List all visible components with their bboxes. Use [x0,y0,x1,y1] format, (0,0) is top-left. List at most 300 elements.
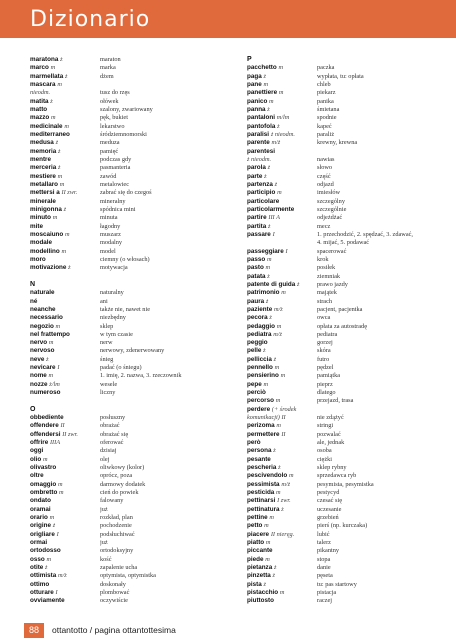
entry-term [30,422,100,430]
term-text: numeroso [30,389,61,397]
entry-term [30,489,100,497]
entry-term [247,264,317,272]
entry-term [30,456,100,464]
entry-term [30,506,100,514]
entry-translation: lekarstwo [100,122,125,130]
entry-translation: raczej [317,597,333,605]
entry-term [247,572,317,580]
dictionary-entry [30,597,230,605]
entry-translation: pierś (np. kurczaka) [317,522,368,530]
dictionary-entry [247,564,447,572]
entry-translation: śmietana [317,105,340,113]
entry-translation: rozkład, plan [100,514,133,522]
part-of-speech: m [269,514,274,522]
part-of-speech: ż [55,139,59,147]
term-text: pecora [247,314,268,322]
dictionary-entry [30,539,230,547]
part-of-speech: ż [281,505,284,513]
part-of-speech: m [274,364,280,372]
entry-term [30,464,100,472]
dictionary-entry [30,506,230,514]
entry-translation: łagodny [100,222,121,230]
dictionary-entry [30,198,230,206]
dictionary-entry [247,456,447,464]
dictionary-entry [30,472,230,480]
entry-term [247,422,317,430]
entry-translation: pestycyd [317,489,340,497]
dictionary-entry [247,372,447,380]
term-text: ottimo [30,580,50,588]
entry-term [30,572,100,580]
entry-term [30,239,100,247]
term-text: pietanza [247,564,273,572]
term-text: matita [30,97,49,105]
dictionary-entry [247,164,447,172]
term-text: paga [247,72,262,80]
part-of-speech: ż [278,464,281,472]
entry-translation: gorzej [317,339,333,347]
dictionary-entry [247,522,447,530]
term-text: offrire [30,439,49,447]
term-text: particolarmente [247,205,295,213]
entry-translation: tusz do rzęs [100,89,130,97]
part-of-speech: m [52,214,58,222]
dictionary-entry [247,106,447,114]
entry-translation: optymista, optymistka [100,572,156,580]
dictionary-entry [247,181,447,189]
term-text: parentesi [247,147,275,155]
entry-term [247,364,317,372]
dictionary-entry [30,364,230,372]
part-of-speech: II [281,430,286,438]
part-of-speech: II nieręg. [270,530,295,538]
term-text: percorso [247,397,274,405]
entry-term [30,481,100,489]
dictionary-entry [247,539,447,547]
term-text: pescheria [247,464,277,472]
entry-translation: padać (o śniegu) [100,364,142,372]
dictionary-entry [247,597,447,605]
term-text: perciò [247,389,266,397]
dictionary-entry [247,531,447,539]
dictionary-entry [247,173,447,181]
entry-term [30,339,100,347]
entry-term [247,64,317,72]
term-text: passeggiare [247,247,284,255]
term-text: panettiere [247,89,278,97]
entry-term [30,314,100,322]
entry-translation: część [317,172,331,180]
dictionary-entry [247,589,447,597]
part-of-speech: II [60,422,65,430]
header-title: Dizionario [30,6,151,32]
entry-translation: szczególny [317,197,345,205]
dictionary-entry [30,564,230,572]
entry-translation: prawo jazdy [317,280,348,288]
part-of-speech: ż [267,105,270,113]
dictionary-entry [247,256,447,264]
part-of-speech: I zwr. [277,497,291,505]
term-text: N [30,280,36,288]
entry-translation: marka [100,64,116,72]
entry-translation: nie zdążyć [317,414,344,422]
dictionary-entry [30,248,230,256]
entry-translation: podsłuchiwać [100,530,135,538]
entry-translation: falowany [100,497,124,505]
part-of-speech: ż [273,355,277,363]
entry-translation: talerz [317,539,331,547]
entry-term [30,223,100,231]
entry-term [247,156,317,164]
part-of-speech: ż [46,355,49,363]
entry-term [30,589,100,597]
entry-term [247,189,317,197]
term-text: oltre [30,472,44,480]
dictionary-entry [247,156,447,164]
part-of-speech: ż [50,97,53,105]
part-of-speech: ż [264,172,267,180]
term-text: nel frattempo [30,330,70,338]
dictionary-entry [247,472,447,480]
entry-term [30,173,100,181]
entry-term [30,264,100,272]
entry-translation: śnieg [100,355,114,363]
dictionary-entry [247,223,447,231]
part-of-speech: ż nieodm. [270,130,295,138]
part-of-speech: IIIA [49,439,61,447]
dictionary-entry [30,464,230,472]
entry-translation: pistacja [317,589,337,596]
entry-term [30,56,100,64]
entry-term [247,514,317,522]
dictionary-entry [247,347,447,355]
entry-term [247,597,317,605]
entry-term [247,472,317,480]
part-of-speech: ż [274,180,278,188]
entry-translation: pikantny [317,547,340,555]
dictionary-entry [247,73,447,81]
dictionary-entry [30,422,230,430]
entry-translation: pęk, bukiet [100,114,128,122]
entry-term [30,164,100,172]
entry-term [247,314,317,322]
term-text: nervo [30,339,48,347]
term-text: moscaiuno [30,230,64,238]
dictionary-entry [30,123,230,131]
entry-translation: doskonały [100,580,126,588]
term-text: pane [247,80,262,88]
entry-translation: sklep [100,322,114,330]
term-text: minerale [30,197,56,205]
dictionary-entry [247,298,447,306]
entry-translation: imiesłów [317,189,341,197]
dictionary-entry [30,173,230,181]
dictionary-entry [30,547,230,555]
dictionary-entry [247,114,447,122]
dictionary-entry [30,231,230,239]
entry-term [247,381,317,389]
entry-translation: piekarz [317,89,336,97]
dictionary-entry [247,131,447,139]
entry-term [30,323,100,331]
entry-term [247,298,317,306]
dictionary-entry [247,139,447,147]
entry-translation: ziemniak [317,272,341,280]
term-text: offendersi [30,430,61,438]
entry-translation: nerw [100,339,113,347]
dictionary-entry [30,314,230,322]
entry-term [247,239,317,247]
entry-term [247,481,317,489]
entry-term [247,173,317,181]
entry-translation: 1. imię, 2. nazwa, 3. rzeczownik [100,372,182,380]
entry-translation: posłuszny [100,414,126,422]
dictionary-entry [30,164,230,172]
entry-term [30,298,100,306]
dictionary-entry [30,581,230,589]
term-text: pantofola [247,122,276,130]
part-of-speech: ż [52,522,56,530]
term-text: mestiere [30,172,56,180]
entry-term [247,347,317,355]
entry-translation: kość [100,555,112,563]
entry-translation: odjeżdżać [317,214,343,222]
dictionary-entry [30,106,230,114]
entry-term [30,98,100,106]
term-text: mettersi a [30,189,60,197]
entry-translation: dlatego [317,389,336,397]
part-of-speech: m [50,64,56,72]
part-of-speech: ż [263,580,266,588]
entry-translation: odjazd [317,180,334,188]
part-of-speech: ż [263,347,266,355]
entry-translation: muszarz [100,230,121,238]
term-text: patente di guida [247,280,296,288]
entry-term [247,497,317,505]
dictionary-entry [30,239,230,247]
part-of-speech: m/lm [276,114,290,122]
dictionary-entry [247,281,447,289]
entry-term [30,564,100,572]
part-of-speech: m [61,247,67,255]
entry-translation [100,81,230,89]
term-text: parte [247,172,263,180]
entry-term [247,522,317,530]
term-text: metallaro [30,180,58,188]
dictionary-entry [30,114,230,122]
part-of-speech: II zwr. [61,189,78,197]
part-of-speech: m [279,589,285,596]
term-text: oramai [30,505,51,513]
term-text: ondato [30,497,51,505]
term-text: motivazione [30,264,67,272]
entry-translation: ołówek [100,97,119,105]
dictionary-entry [247,323,447,331]
term-text: origine [30,522,51,530]
entry-term [247,123,317,131]
entry-translation: uczesanie [317,505,342,513]
entry-translation: mineralny [100,197,126,205]
part-of-speech: ż [273,447,276,455]
term-text: medicinale [30,122,63,130]
entry-term [30,547,100,555]
part-of-speech: m [49,514,55,522]
entry-translation: osoba [317,447,332,455]
entry-translation [317,406,447,414]
entry-term [247,256,317,264]
dictionary-entry [30,331,230,339]
entry-translation: tu: pas startowy [317,580,357,588]
entry-translation: naturalny [100,289,124,297]
part-of-speech: m [276,489,281,497]
entry-translation: cień do powiek [100,489,139,497]
dictionary-entry [247,264,447,272]
entry-term [247,556,317,564]
dictionary-entry [30,56,230,64]
part-of-speech: m/ż [271,139,281,147]
dictionary-entry [247,406,447,414]
entry-term [30,214,100,222]
dictionary-entry [247,414,447,422]
section-letter [30,406,230,414]
term-text: petto [247,522,263,530]
entry-translation: zabrać się do czegoś [100,189,152,197]
dictionary-entry [247,356,447,364]
term-text: piede [247,555,264,563]
dictionary-entry [30,431,230,439]
entry-translation: minuta [100,214,118,222]
part-of-speech: m/ż [273,305,283,313]
entry-translation: sprzedawca ryb [317,472,357,480]
term-text: neve [30,355,45,363]
dictionary-entry [30,156,230,164]
term-text: peggio [247,339,268,347]
footer-text: ottantotto / pagina ottantottesima [52,625,176,635]
term-text: pettinarsi [247,497,276,505]
term-text: ombretto [30,489,58,497]
entry-term [30,148,100,156]
part-of-speech: (+ środek [271,405,297,413]
dictionary-entry [247,198,447,206]
dictionary-entry [30,414,230,422]
entry-term [30,114,100,122]
entry-term [247,414,317,422]
entry-translation: grzebień [317,514,339,522]
term-text: participio [247,189,276,197]
dictionary-entry [247,422,447,430]
entry-term [247,206,317,214]
part-of-speech: m [265,539,271,547]
part-of-speech: II zwr. [62,430,78,438]
entry-term [247,56,317,64]
entry-term [247,139,317,147]
entry-term [30,181,100,189]
part-of-speech: ż [267,272,270,280]
entry-term [247,98,317,106]
entry-term [30,123,100,131]
entry-term [30,539,100,547]
term-text: nevicare [30,364,56,372]
entry-term [247,289,317,297]
dictionary-entry [30,89,230,97]
dictionary-entry [247,581,447,589]
entry-translation: mecz [317,222,331,230]
term-text: partita [247,222,267,230]
term-text: olivastro [30,464,57,472]
part-of-speech: m [51,114,56,122]
entry-term [247,564,317,572]
term-text: patata [247,272,266,280]
entry-translation: pieprz [317,380,333,388]
term-text: ottimista [30,572,57,580]
term-text: partire [247,214,267,222]
entry-translation: nawias [317,155,335,163]
entry-translation: ciemny (o włosach) [100,255,150,263]
dictionary-entry [30,214,230,222]
dictionary-entry [247,273,447,281]
dictionary-entry [30,389,230,397]
entry-term [30,472,100,480]
entry-term [247,273,317,281]
term-text: mediterraneo [30,130,70,138]
entry-term [247,581,317,589]
entry-term [30,89,100,97]
term-text: pantaloni [247,114,275,122]
entry-term [30,289,100,297]
entry-translation: także nie, nawet nie [100,305,150,313]
term-text: ortodosso [30,547,61,555]
part-of-speech: m [281,289,286,297]
entry-translation: dżem [100,72,114,80]
entry-term [247,148,317,156]
part-of-speech: ż [277,122,280,130]
entry-term [30,406,100,414]
entry-translation: darmowy dodatek [100,480,146,488]
entry-translation: pacjent, pacjentka [317,305,363,313]
term-text: panna [247,105,266,113]
term-text: ormai [30,539,48,547]
entry-term [247,397,317,405]
term-text: oggi [30,447,44,455]
term-text: minuto [30,214,51,222]
entry-translation: kapeć [317,122,332,130]
part-of-speech: m [55,322,61,330]
part-of-speech: m [278,64,284,72]
term-text: mite [30,222,43,230]
part-of-speech: I [56,530,59,538]
entry-term [30,389,100,397]
entry-term [30,431,100,439]
term-text: pesticida [247,489,275,497]
entry-translation: futro [317,355,330,363]
entry-term [247,489,317,497]
entry-translation: w tym czasie [100,330,133,338]
dictionary-entry [30,339,230,347]
entry-translation: zapalenie ucha [100,564,138,572]
dictionary-entry [247,331,447,339]
part-of-speech: ż [45,564,48,572]
dictionary-entry [30,456,230,464]
entry-translation: krewny, krewna [317,139,358,147]
entry-term [30,331,100,339]
entry-translation: ortodoksyjny [100,547,134,555]
term-text: mascara [30,80,56,88]
dictionary-entry [247,214,447,222]
dictionary-entry [247,314,447,322]
term-text: maratona [30,56,59,63]
blank-line [30,273,230,281]
term-text: particolare [247,197,280,205]
